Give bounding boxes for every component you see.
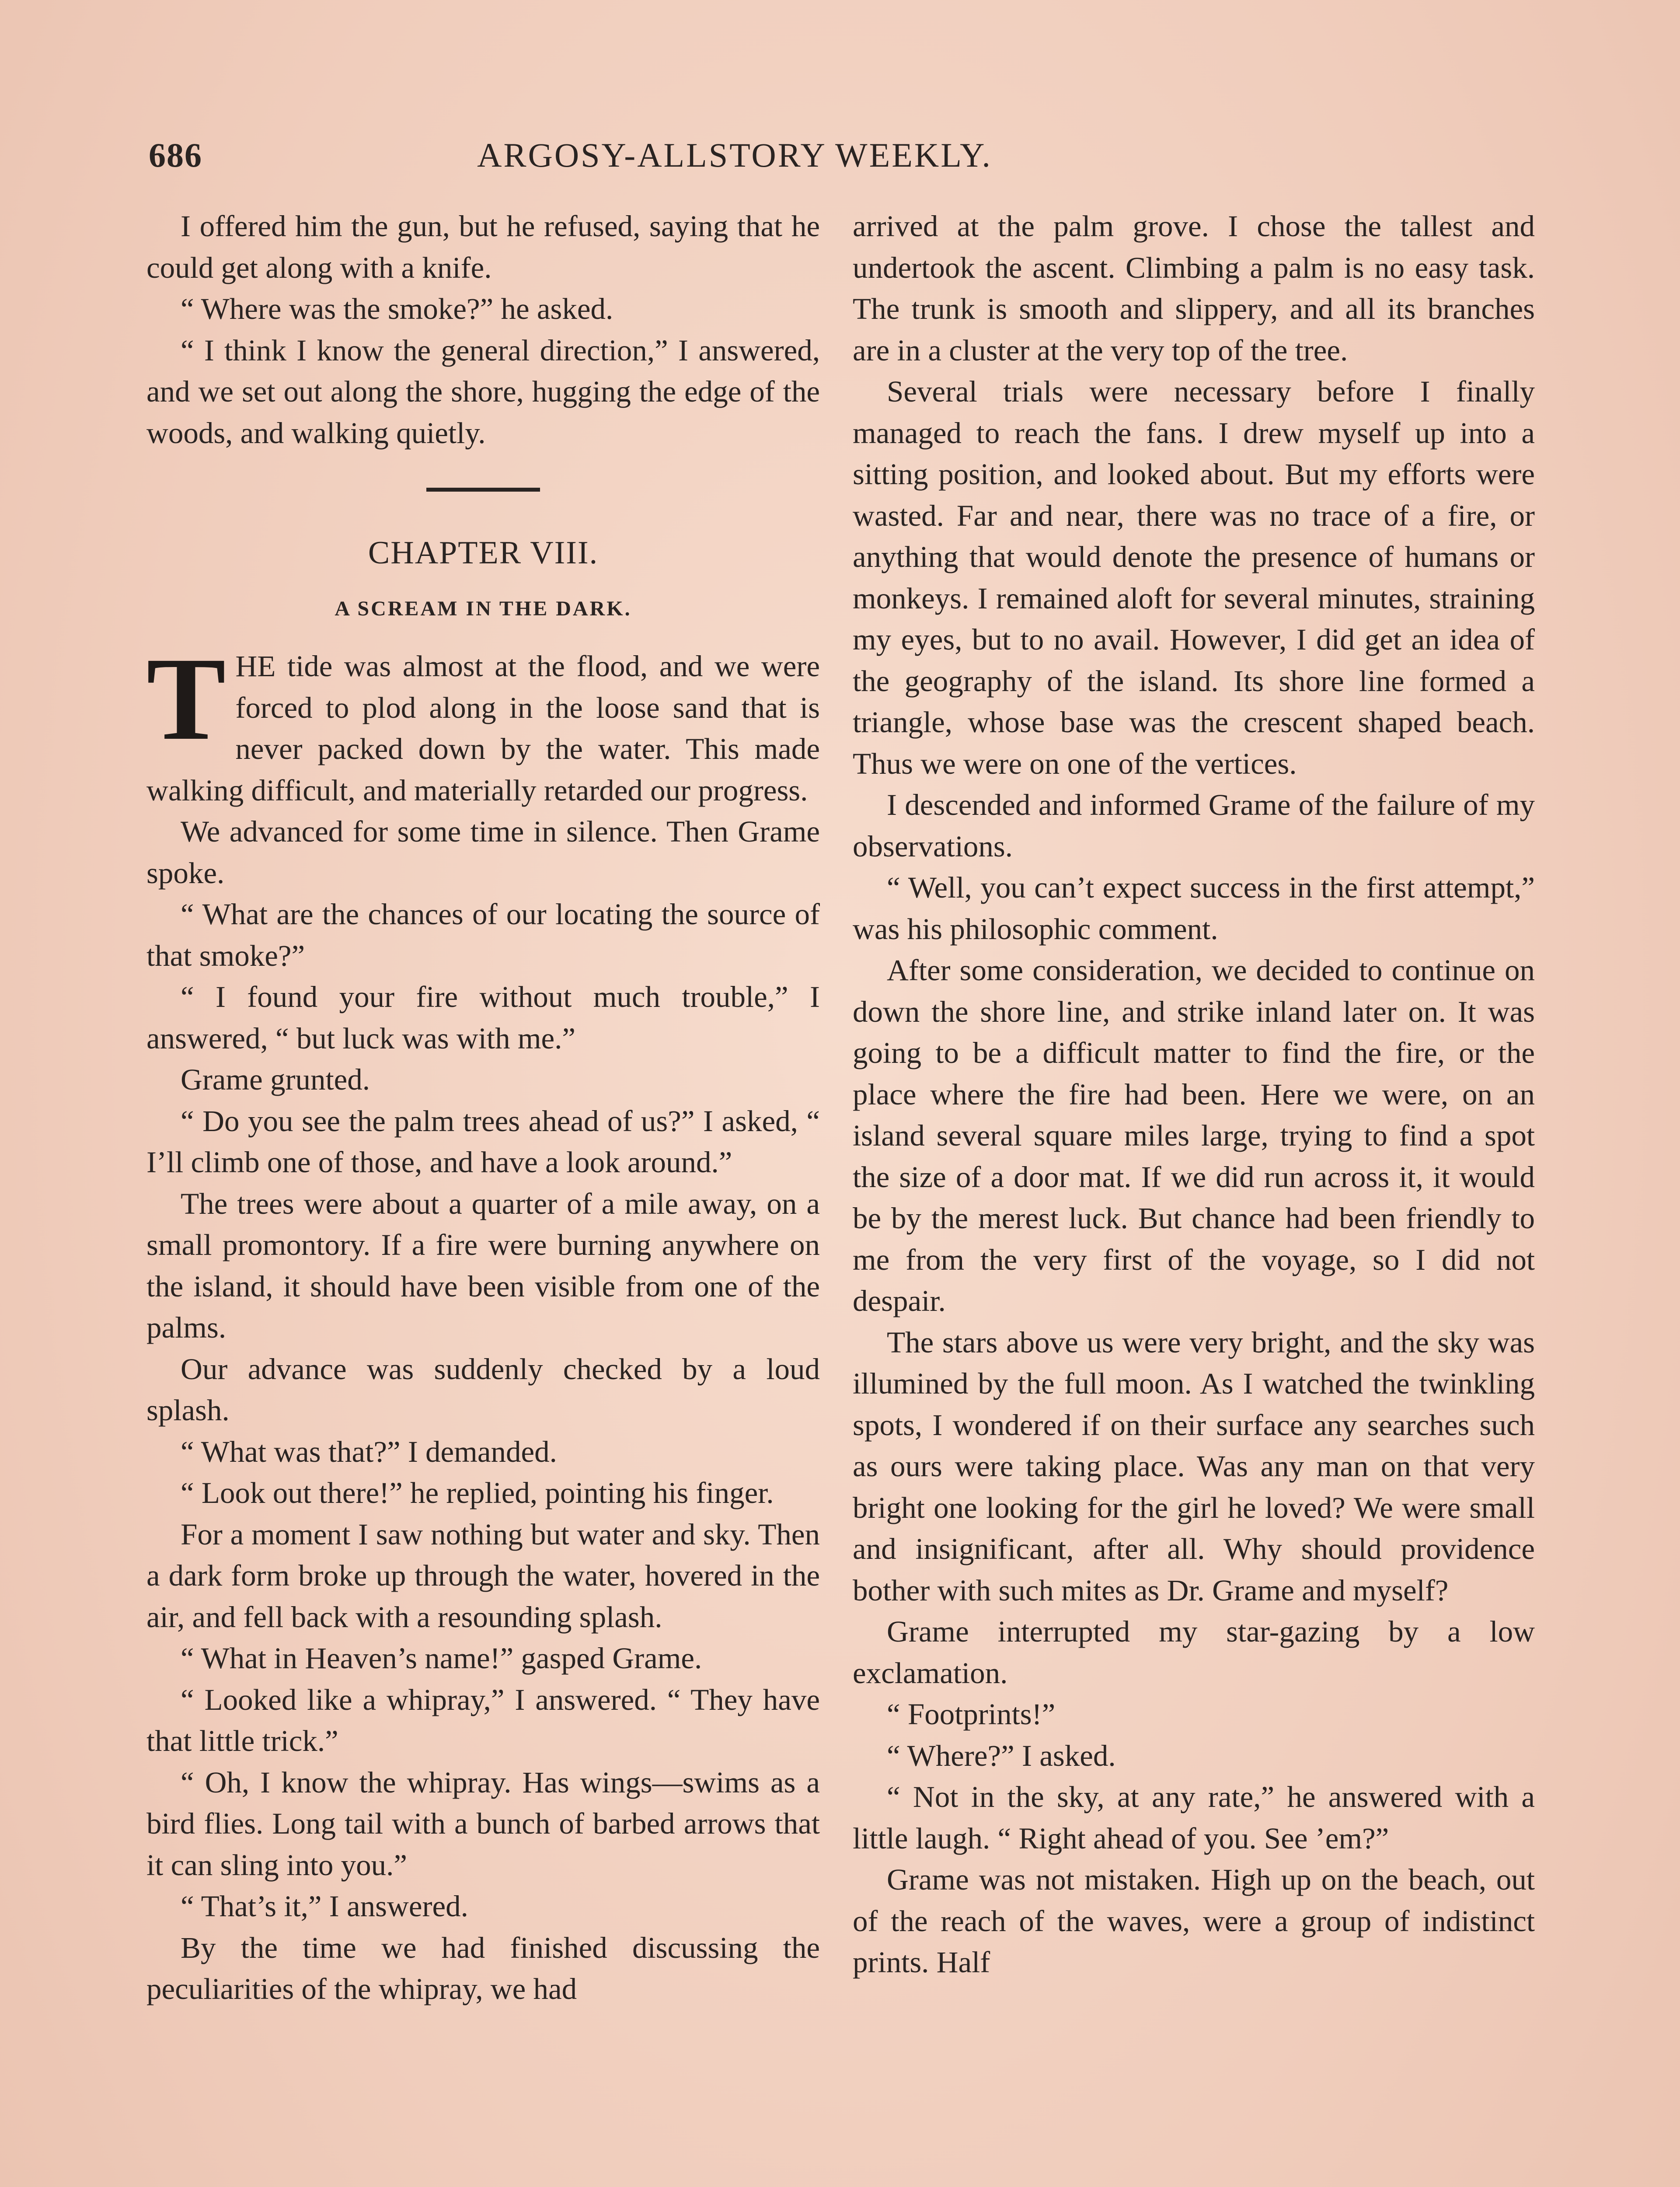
paragraph: “ Not in the sky, at any rate,” he answered with a little laugh. “ Right ahead of you. See ’em?” [853,1780,1535,1855]
paragraph: “ Look out there!” he replied, pointing his finger. [181,1476,774,1509]
chapter-opening-paragraph [146,633,820,811]
paragraph: I offered him the gun, but he refused, saying that he could get along with a knife. [146,210,820,284]
paragraph: I descended and informed Grame of the failure of my observations. [853,788,1535,863]
paragraph: After some consideration, we decided to continue on down the shore line, and strike inland later on. It was going to be a difficult matter to find the fire, or the place where the fire had been. Here we were, on an island several square miles large, trying to find a spot the size of a door mat. If we did run across it, it would be by the merest luck. But chance had been friendly to me from the very first of the voyage, so I did not despair. [853,954,1535,1317]
paragraph: “ What in Heaven’s name!” gasped Grame. [181,1642,702,1675]
paragraph: The stars above us were very bright, and the sky was illumined by the full moon. As I watched the twinkling spots, I wondered if on their surface any searches such as ours were taking place. Was any man on that very bright one looking for the girl he loved? We were small and insignificant, after all. Why should providence bother with such mites as Dr. Grame and myself? [853,1325,1535,1607]
drop-cap: T [146,633,226,765]
chapter-heading: CHAPTER VIII. [368,535,599,571]
paragraph: By the time we had finished discussing the peculiarities of the whipray, we had [146,1931,820,2005]
running-head [149,131,1321,179]
right-column [853,206,1535,2187]
paragraph: “ That’s it,” I answered. [181,1890,468,1923]
paragraph: “ Looked like a whipray,” I answered. “ They have that little trick.” [146,1683,820,1757]
paragraph: “ Footprints!” [887,1698,1056,1731]
paragraph: “ I think I know the general direction,” I answered, and we set out along the shore, hugging the edge of the woods, and walking quietly. [146,333,820,450]
left-column [146,206,820,2187]
section-break-rule [426,488,540,492]
paragraph: The trees were about a quarter of a mile away, on a small promontory. If a fire were burning anywhere on the island, it should have been visible from one of the palms. [146,1187,820,1344]
paragraph: “ I found your fire without much trouble,” I answered, “ but luck was with me.” [146,980,820,1055]
paragraph: “ Oh, I know the whipray. Has wings—swims as a bird flies. Long tail with a bunch of barbed arrows that it can sling into you.” [146,1765,820,1882]
paragraph: “ Where was the smoke?” he asked. [181,292,613,325]
paragraph: “ Do you see the palm trees ahead of us?” I asked, “ I’ll climb one of those, and have a look around.” [146,1104,820,1179]
paragraph: We advanced for some time in silence. Then Grame spoke. [146,815,820,890]
paragraph: “ What was that?” I demanded. [181,1435,557,1468]
paragraph: Grame interrupted my star-gazing by a low exclamation. [853,1615,1535,1690]
paragraph: “ Where?” I asked. [887,1739,1116,1772]
magazine-title: ARGOSY-ALLSTORY WEEKLY. [477,136,992,174]
paragraph: “ Well, you can’t expect success in the first attempt,” was his philosophic comment. [853,871,1535,946]
paragraph: Grame grunted. [181,1063,370,1096]
paragraph: “ What are the chances of our locating the source of that smoke?” [146,898,820,972]
continued-paragraph: arrived at the palm grove. I chose the tallest and undertook the ascent. Climbing a palm is no easy task. The trunk is smooth and slippery, and all its branches are in a cluster at the very top of the tree. [853,210,1535,367]
paragraph: Our advance was suddenly checked by a loud splash. [146,1352,820,1427]
page-number: 686 [149,136,202,174]
paragraph: Several trials were necessary before I finally managed to reach the fans. I drew myself up into a sitting position, and looked about. But my efforts were wasted. Far and near, there was no trace of a fire, or anything that would denote the presence of humans or monkeys. I remained aloft for several minutes, straining my eyes, but to no avail. However, I did get an idea of the geography of the island. Its shore line formed a triangle, whose base was the crescent shaped beach. Thus we were on one of the vertices. [853,375,1535,780]
paragraph: For a moment I saw nothing but water and sky. Then a dark form broke up through the water, hovered in the air, and fell back with a resounding splash. [146,1517,820,1634]
paragraph: Grame was not mistaken. High up on the beach, out of the reach of the waves, were a group of indistinct prints. Half [853,1863,1535,1979]
opening-text: HE tide was almost at the flood, and we were forced to plod along in the loose sand that is never packed down by the water. This made walking difficult, and materially retarded our progress. [146,650,820,807]
chapter-subtitle: A SCREAM IN THE DARK. [335,597,632,620]
